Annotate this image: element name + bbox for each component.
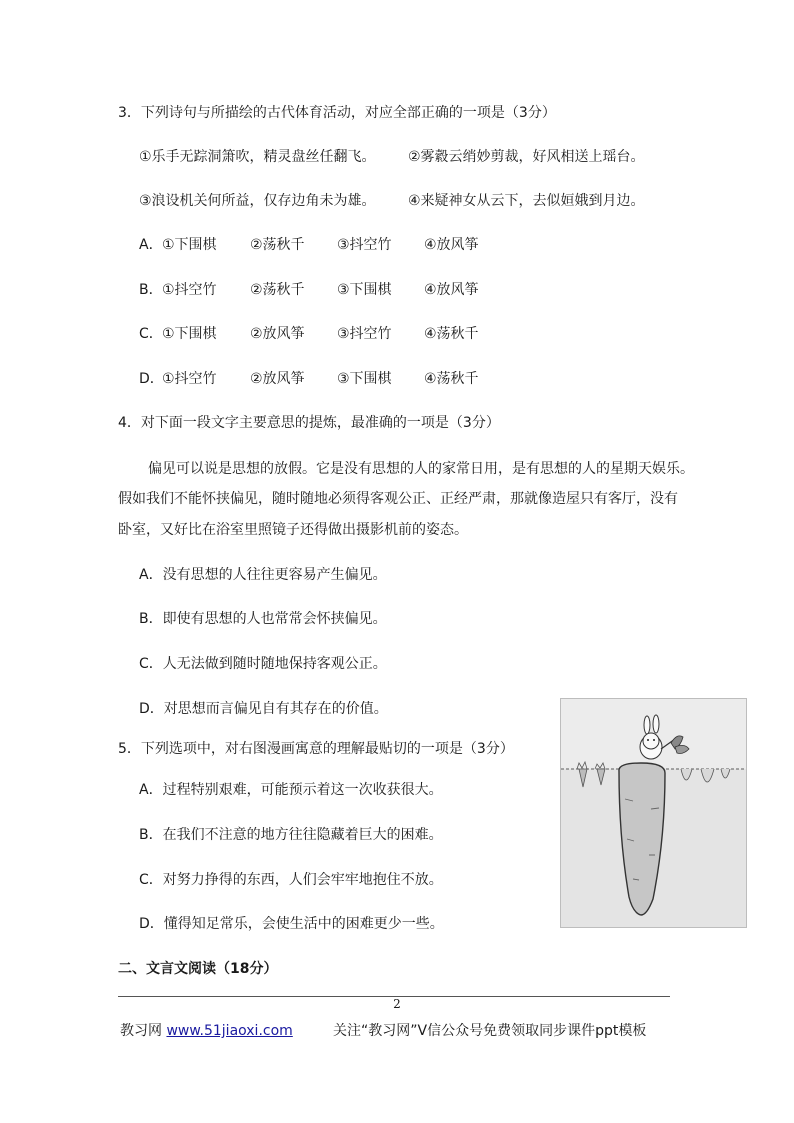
q3-option-item: ④荡秋千	[424, 371, 479, 387]
q3-option-item: ②放风筝	[250, 371, 305, 387]
carrot-cartoon-image	[560, 698, 747, 928]
q3-option-item: ④放风筝	[424, 237, 479, 253]
q4-passage-line-2: 假如我们不能怀挟偏见，随时随地必须得客观公正、正经严肃，那就像造屋只有客厅，没有	[118, 491, 678, 507]
footer-site-name: 教习网	[120, 1023, 162, 1039]
q4-option-d[interactable]: D．对思想而言偏见自有其存在的价值。	[139, 701, 388, 717]
q3-option-item: ①下围棋	[162, 326, 217, 342]
q3-poem-3: ③浪设机关何所益，仅存边角未为雄。	[139, 193, 376, 209]
q5-option-a[interactable]: A．过程特别艰难，可能预示着这一次收获很大。	[139, 782, 443, 798]
q3-option-item: ③抖空竹	[337, 237, 392, 253]
q3-option-item: ④放风筝	[424, 282, 479, 298]
q4-passage-line-1: 偏见可以说是思想的放假。它是没有思想的人的家常日用，是有思想的人的星期天娱乐。	[148, 461, 694, 477]
q3-option-item: ②放风筝	[250, 326, 305, 342]
q4-stem: 4．对下面一段文字主要意思的提炼，最准确的一项是（3分）	[118, 415, 500, 431]
q3-poem-1: ①乐手无踪洞箫吹，精灵盘丝任翻飞。	[139, 149, 376, 165]
q5-option-c[interactable]: C．对努力挣得的东西，人们会牢牢地抱住不放。	[139, 872, 443, 888]
q3-option-item: ③下围棋	[337, 282, 392, 298]
q3-poem-4: ④来疑神女从云下，去似姮娥到月边。	[408, 193, 645, 209]
q5-option-b[interactable]: B．在我们不注意的地方往往隐藏着巨大的困难。	[139, 827, 443, 843]
q3-option-item: ①抖空竹	[162, 282, 217, 298]
q5-option-d[interactable]: D．懂得知足常乐，会使生活中的困难更少一些。	[139, 916, 444, 932]
section-2-heading: 二、文言文阅读（18分）	[118, 961, 278, 977]
carrot-cartoon-illustration	[561, 699, 746, 927]
q3-poem-2: ②雾縠云绡妙剪裁，好风相送上瑶台。	[408, 149, 645, 165]
footer-site-link[interactable]: www.51jiaoxi.com	[166, 1023, 293, 1039]
q4-option-c[interactable]: C．人无法做到随时随地保持客观公正。	[139, 656, 387, 672]
q3-option-label: C．	[139, 326, 163, 342]
q3-option-label: B．	[139, 282, 163, 298]
q5-stem: 5．下列选项中，对右图漫画寓意的理解最贴切的一项是（3分）	[118, 741, 514, 757]
q4-passage-line-3: 卧室，又好比在浴室里照镜子还得做出摄影机前的姿态。	[118, 522, 468, 538]
q3-option-item: ③抖空竹	[337, 326, 392, 342]
q3-option-item: ④荡秋千	[424, 326, 479, 342]
q4-option-b[interactable]: B．即使有思想的人也常常会怀挟偏见。	[139, 611, 387, 627]
q3-stem: 3．下列诗句与所描绘的古代体育活动，对应全部正确的一项是（3分）	[118, 105, 556, 121]
footer-site	[120, 1020, 293, 1040]
q3-option-item: ②荡秋千	[250, 237, 305, 253]
q3-option-label: D．	[139, 371, 164, 387]
q3-option-item: ③下围棋	[337, 371, 392, 387]
q4-option-a[interactable]: A．没有思想的人往往更容易产生偏见。	[139, 567, 387, 583]
q3-option-label: A．	[139, 237, 163, 253]
q3-option-item: ①抖空竹	[162, 371, 217, 387]
q3-option-item: ②荡秋千	[250, 282, 305, 298]
page-number: 2	[393, 997, 401, 1011]
q3-option-item: ①下围棋	[162, 237, 217, 253]
footer-promo: 关注“教习网”V信公众号免费领取同步课件ppt模板	[333, 1023, 647, 1039]
